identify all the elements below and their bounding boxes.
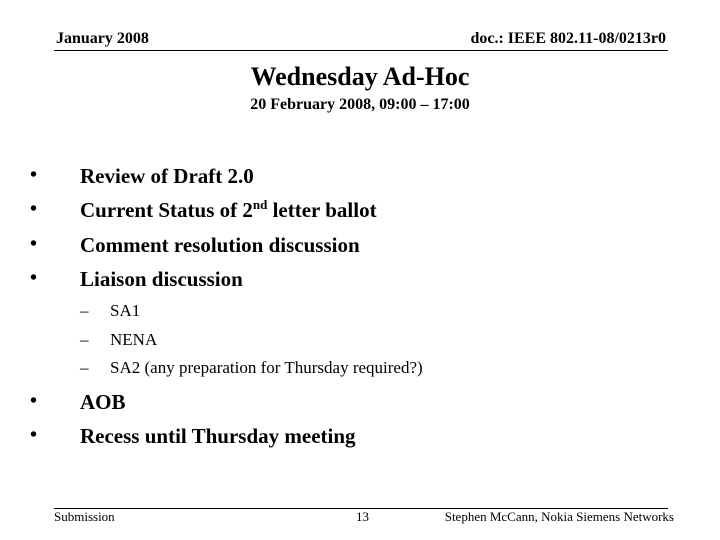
bullet-item: AOB bbox=[80, 390, 126, 414]
superscript-ordinal: nd bbox=[252, 197, 268, 212]
bullet-item bbox=[80, 198, 377, 223]
header-date: January 2008 bbox=[56, 30, 149, 47]
bullet-marker: • bbox=[30, 390, 38, 412]
bullet-marker: • bbox=[30, 424, 38, 446]
sub-bullet-item: SA2 (any preparation for Thursday required?) bbox=[110, 358, 423, 377]
bullet-marker: • bbox=[30, 198, 38, 220]
slide-title: Wednesday Ad-Hoc bbox=[250, 62, 470, 91]
bullet-item: Recess until Thursday meeting bbox=[80, 424, 356, 448]
footer-page-number: 13 bbox=[356, 509, 369, 524]
sub-bullet-marker: – bbox=[80, 330, 89, 349]
footer-author: Stephen McCann, Nokia Siemens Networks bbox=[444, 509, 674, 524]
bullet-item: Liaison discussion bbox=[80, 267, 243, 291]
bullet-item-text: letter ballot bbox=[267, 198, 377, 222]
bullet-item: Review of Draft 2.0 bbox=[80, 164, 254, 188]
sub-bullet-item: NENA bbox=[110, 330, 158, 349]
sub-bullet-marker: – bbox=[80, 358, 89, 377]
bullet-marker: • bbox=[30, 164, 38, 186]
sub-bullet-marker: – bbox=[80, 301, 89, 320]
header-rule bbox=[54, 50, 668, 51]
bullet-item: Comment resolution discussion bbox=[80, 233, 360, 257]
sub-bullet-item: SA1 bbox=[110, 301, 141, 320]
bullet-marker: • bbox=[30, 267, 38, 289]
bullet-item-text: Current Status of 2 bbox=[80, 198, 253, 222]
footer-submission: Submission bbox=[54, 509, 115, 524]
slide-subtitle: 20 February 2008, 09:00 – 17:00 bbox=[250, 96, 470, 113]
bullet-marker: • bbox=[30, 233, 38, 255]
header-doc-id: doc.: IEEE 802.11-08/0213r0 bbox=[470, 30, 666, 47]
